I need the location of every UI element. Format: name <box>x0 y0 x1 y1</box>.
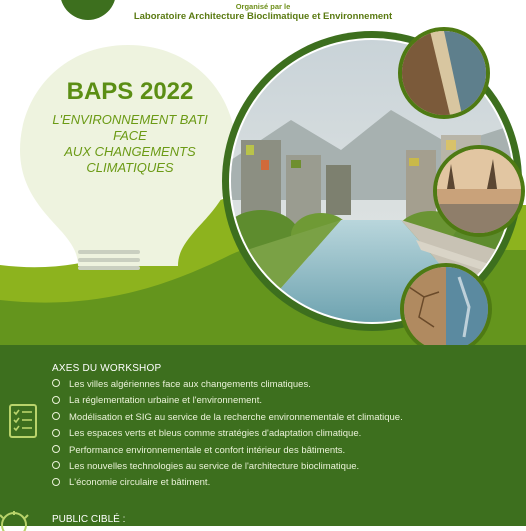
list-item <box>52 475 403 491</box>
lightbulb-outline-icon <box>0 511 34 531</box>
list-item <box>52 459 403 475</box>
drought-photo <box>437 149 521 233</box>
axis-text: La réglementation urbaine et l'environnement. <box>69 395 262 407</box>
public-heading: PUBLIC CIBLÉ : <box>52 514 126 525</box>
cracked-earth-photo <box>404 267 488 351</box>
event-subtitle <box>30 112 230 176</box>
checklist-icon <box>8 403 38 439</box>
axis-text: Les espaces verts et bleus comme stratégies d'adaptation climatique. <box>69 428 362 440</box>
bullet-icon <box>52 478 60 486</box>
bullet-icon <box>52 429 60 437</box>
bullet-icon <box>52 412 60 420</box>
event-title: BAPS 2022 <box>66 78 194 105</box>
list-item <box>52 393 403 409</box>
laboratory-name: Laboratoire Architecture Bioclimatique et Environnement <box>133 11 393 22</box>
organiser-label: Organisé par le <box>235 2 291 11</box>
subtitle-line: L'ENVIRONNEMENT BATI <box>52 112 208 127</box>
axis-text: L'économie circulaire et bâtiment. <box>69 477 211 489</box>
thumbnail-drought <box>433 145 525 237</box>
axes-heading: AXES DU WORKSHOP <box>52 363 162 374</box>
bullet-icon <box>52 445 60 453</box>
subtitle-line: AUX CHANGEMENTS <box>64 144 196 159</box>
bullet-icon <box>52 379 60 387</box>
list-item <box>52 377 403 393</box>
bullet-icon <box>52 461 60 469</box>
subtitle-line: CLIMATIQUES <box>86 160 174 175</box>
thumbnail-coast-erosion <box>398 27 490 119</box>
axis-text: Modélisation et SIG au service de la recherche environnementale et climatique. <box>69 411 403 423</box>
axis-text: Les villes algériennes face aux changements climatiques. <box>69 379 311 390</box>
list-item <box>52 426 403 442</box>
axis-text: Les nouvelles technologies au service de l'architecture bioclimatique. <box>69 460 360 472</box>
coast-photo <box>402 31 486 115</box>
axis-text: Performance environnementale et confort intérieur des bâtiments. <box>69 444 346 456</box>
list-item <box>52 410 403 426</box>
list-item <box>52 443 403 459</box>
axes-list <box>52 377 403 492</box>
top-circle-decoration <box>60 0 116 20</box>
thumbnail-cracked-earth <box>400 263 492 355</box>
subtitle-line: FACE <box>113 128 147 143</box>
bullet-icon <box>52 396 60 404</box>
